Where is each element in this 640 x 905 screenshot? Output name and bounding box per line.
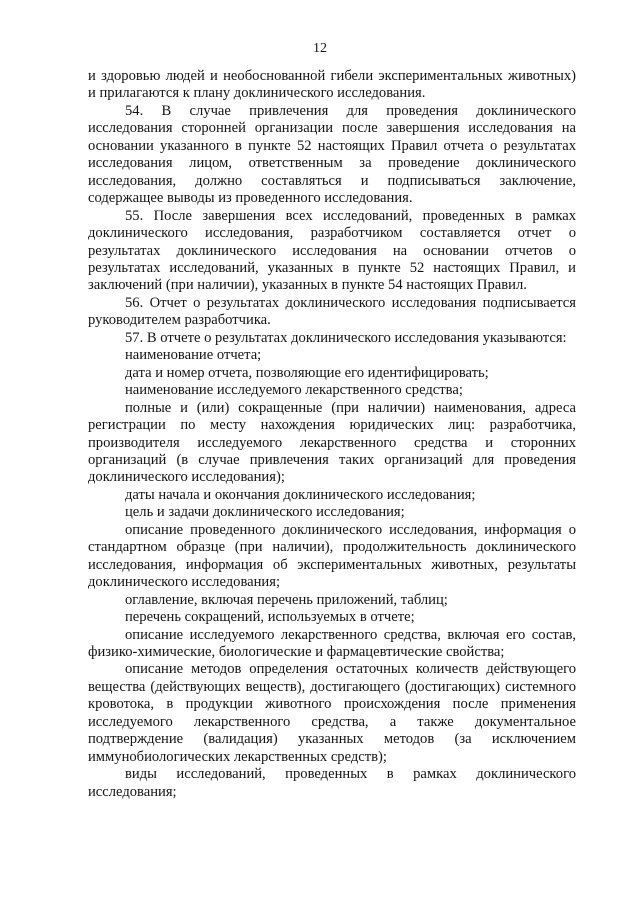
list-item-table-of-contents: оглавление, включая перечень приложений, таблиц; xyxy=(125,591,448,608)
list-item-study-description: описание проведенного доклинического исследования, информация о стандартном образце (при наличии), продолжительность доклинического исследования, информация об экспериментальных животных, результаты доклинического исследования; xyxy=(88,521,576,591)
list-item-drug-description: описание исследуемого лекарственного средства, включая его состав, физико-химические, биологические и фармацевтические свойства; xyxy=(88,626,576,660)
list-item-abbreviations: перечень сокращений, используемых в отчете; xyxy=(125,609,415,626)
paragraph-57: 57. В отчете о результатах доклинического исследования указываются: xyxy=(125,329,567,346)
list-item-drug-name: наименование исследуемого лекарственного средства; xyxy=(125,382,463,399)
list-item-goals: цель и задачи доклинического исследования; xyxy=(125,504,405,521)
paragraph-continuation: и здоровью людей и необоснованной гибели экспериментальных животных) и прилагаются к плану доклинического исследования. xyxy=(88,68,576,102)
paragraph-54: 54. В случае привлечения для проведения доклинического исследования сторонней организации после завершения исследования на основании указанного в пункте 52 настоящих Правил отчета о результатах исследования лицом, ответственным за проведение доклинического исследования, должно составляться и подписываться заключение, содержащее выводы из проведенного исследования. xyxy=(88,102,576,207)
list-item-residue-methods: описание методов определения остаточных количеств действующего вещества (действующих веществ), достигающего (достигающих) системного кровотока, в продукции животного происхождения после применения исследуемого лекарственного средства, а также документальное подтверждение (валидация) указанных методов (за исключением иммунобиологических лекарственных средств); xyxy=(88,661,576,765)
list-item-study-types: виды исследований, проведенных в рамках доклинического исследования; xyxy=(88,766,576,800)
document-body xyxy=(88,68,576,801)
list-item-organization-names: полные и (или) сокращенные (при наличии) наименования, адреса регистрации по месту нахождения юридических лиц: разработчика, производителя исследуемого лекарственного средства и сторонних организаций (в случае привлечения таких организаций для проведения доклинического исследования); xyxy=(88,399,576,486)
list-item-report-name: наименование отчета; xyxy=(125,347,262,364)
list-item-report-date-number: дата и номер отчета, позволяющие его идентифицировать; xyxy=(125,364,489,381)
list-item-study-dates: даты начала и окончания доклинического исследования; xyxy=(125,486,476,503)
paragraph-55: 55. После завершения всех исследований, проведенных в рамках доклинического исследования, разработчиком составляется отчет о результатах доклинического исследования на основании отчетов о результатах исследований, указанных в пункте 52 настоящих Правил, и заключений (при наличии), указанных в пункте 54 настоящих Правил. xyxy=(88,207,576,294)
paragraph-56: 56. Отчет о результатах доклинического исследования подписывается руководителем разработчика. xyxy=(88,294,576,329)
page-number: 12 xyxy=(313,41,327,56)
